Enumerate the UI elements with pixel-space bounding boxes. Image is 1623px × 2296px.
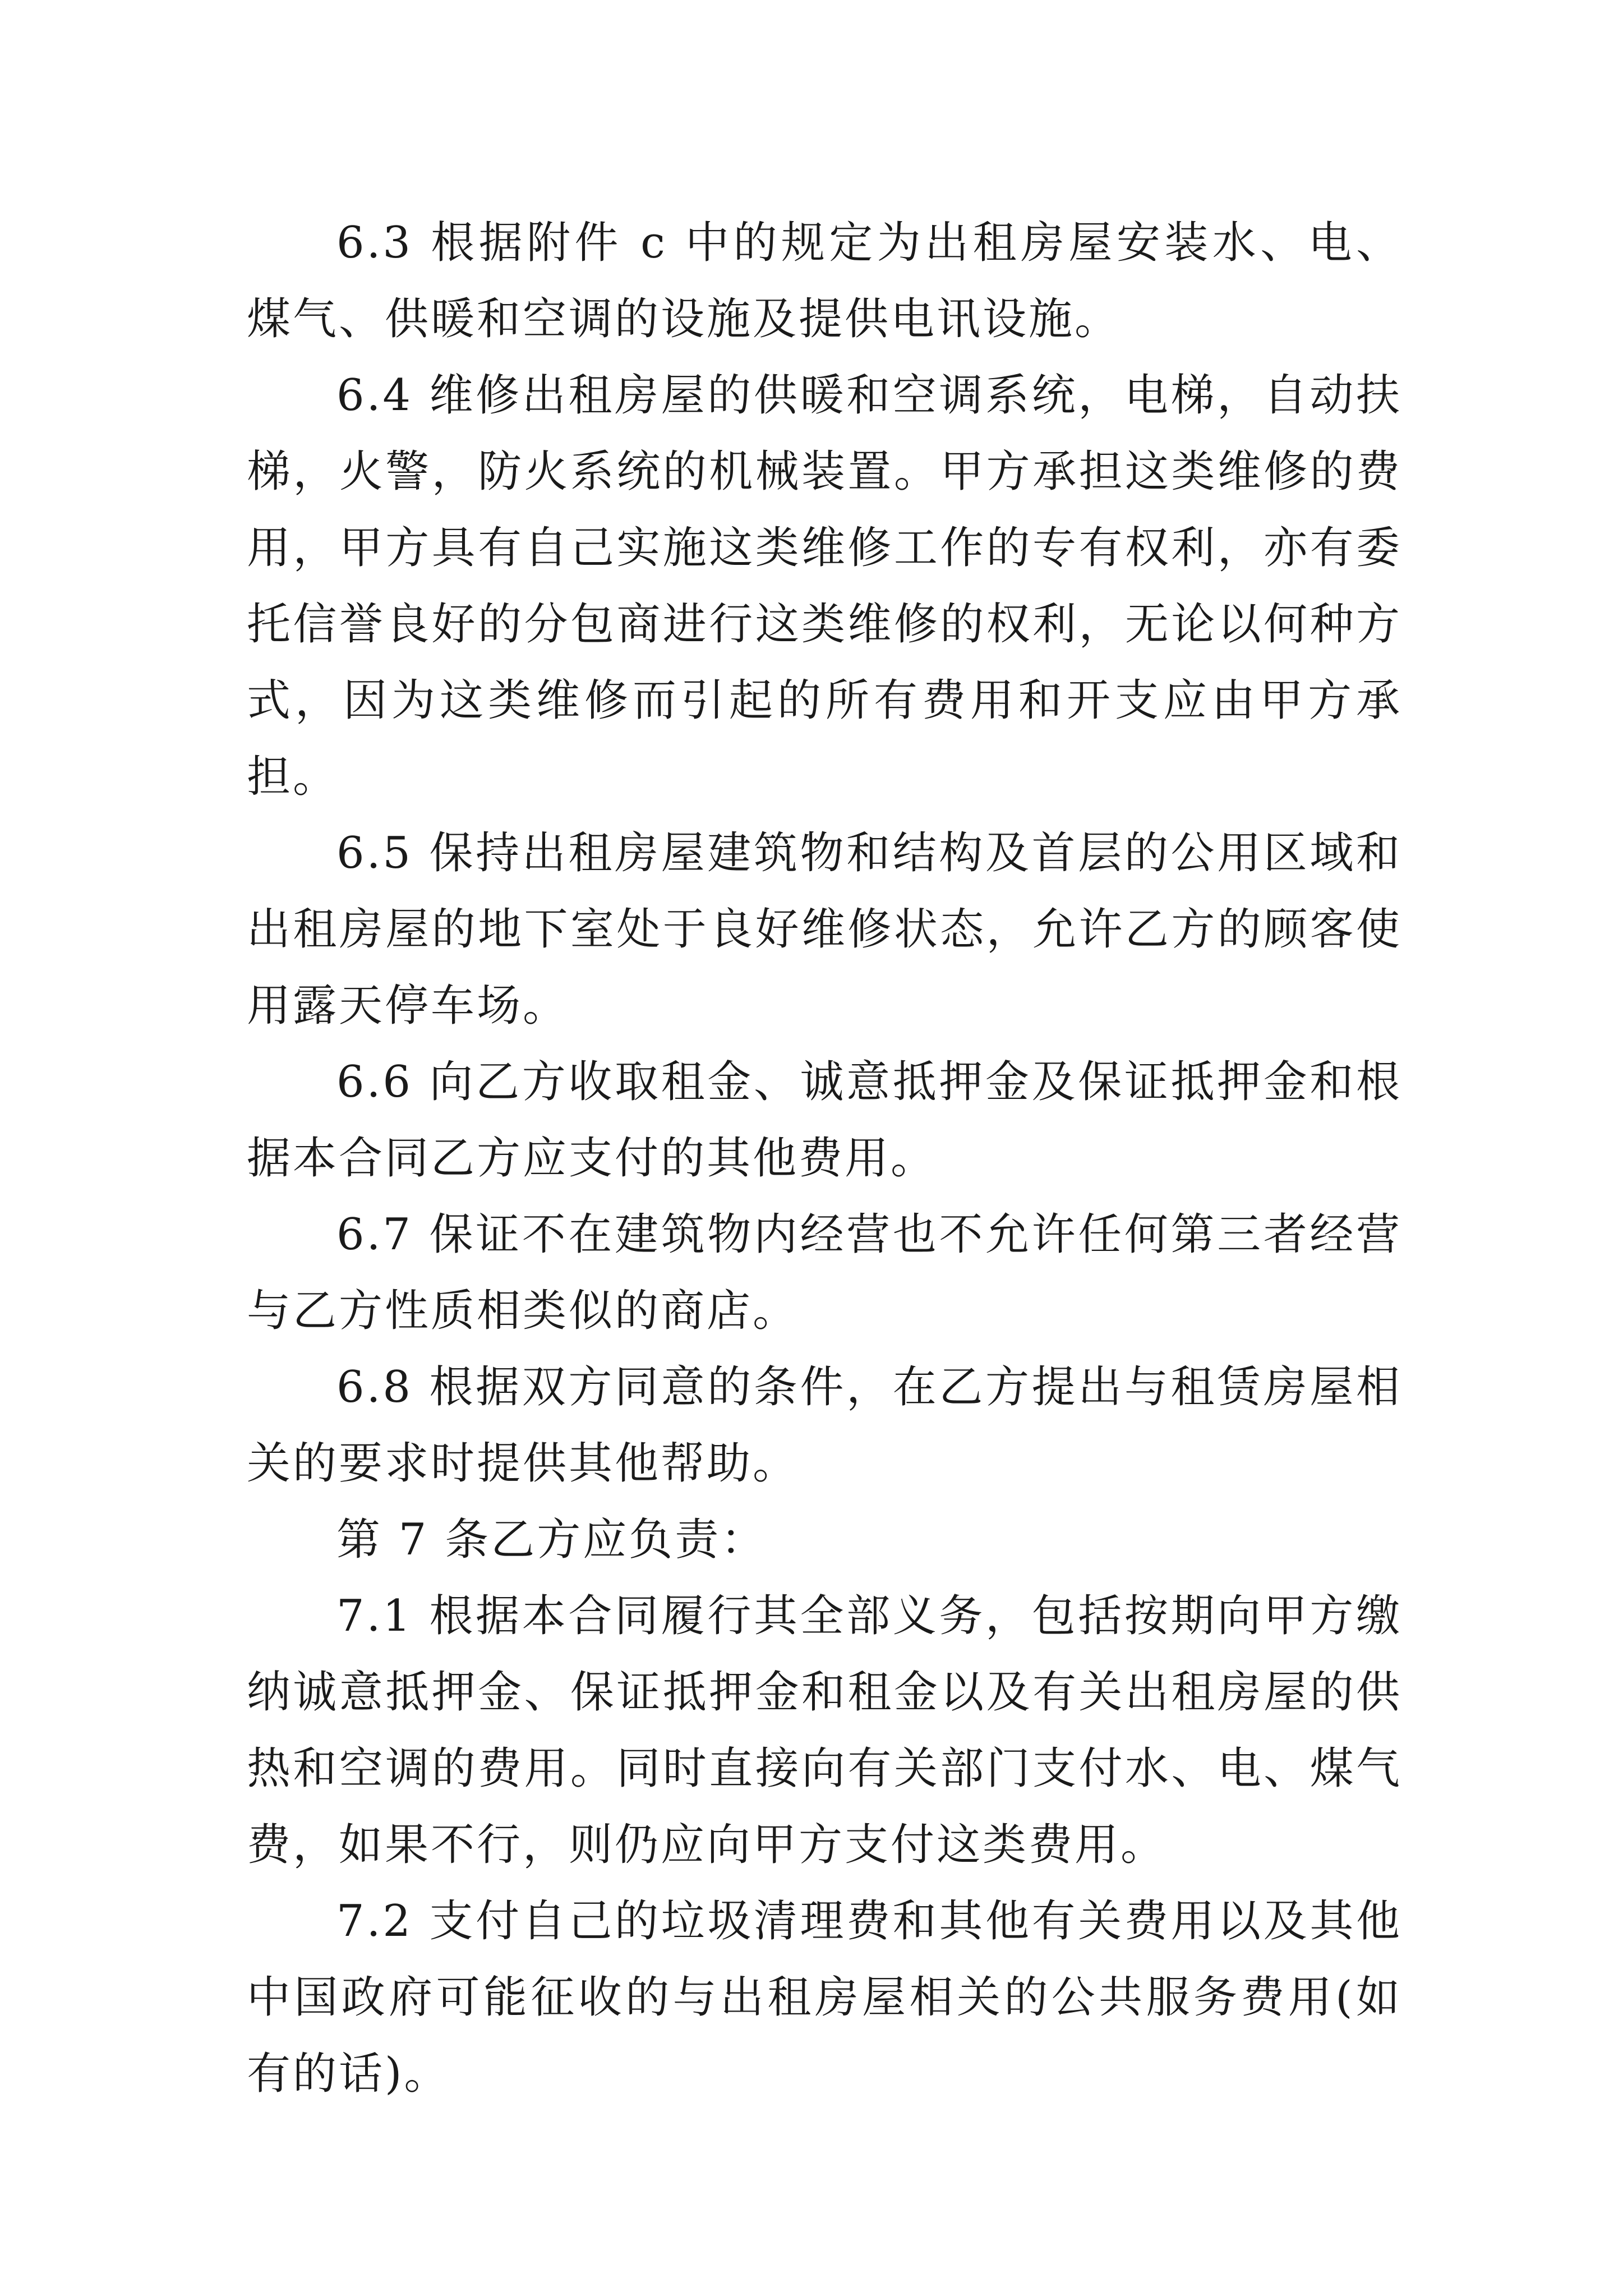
clause-6-7: 6.7 保证不在建筑物内经营也不允许任何第三者经营与乙方性质相类似的商店。 (247, 1209, 1402, 1336)
document-body (247, 205, 1402, 2112)
article-7-heading: 第 7 条乙方应负责： (336, 1515, 767, 1565)
clause-6-4: 6.4 维修出租房屋的供暖和空调系统，电梯，自动扶梯，火警，防火系统的机械装置。甲方承担这类维修的费用，甲方具有自己实施这类维修工作的专有权利，亦有委托信誉良好的分包商进行这类维修的权利，无论以何种方式，因为这类维修而引起的所有费用和开支应由甲方承担。 (247, 370, 1402, 802)
clause-6-3: 6.3 根据附件 c 中的规定为出租房屋安装水、电、煤气、供暖和空调的设施及提供电讯设施。 (247, 218, 1402, 344)
clause-6-6: 6.6 向乙方收取租金、诚意抵押金及保证抵押金和根据本合同乙方应支付的其他费用。 (247, 1057, 1402, 1184)
clause-6-8: 6.8 根据双方同意的条件，在乙方提出与租赁房屋相关的要求时提供其他帮助。 (247, 1362, 1402, 1489)
clause-7-1: 7.1 根据本合同履行其全部义务，包括按期向甲方缴纳诚意抵押金、保证抵押金和租金以及有关出租房屋的供热和空调的费用。同时直接向有关部门支付水、电、煤气费，如果不行，则仍应向甲方支付这类费用。 (247, 1591, 1402, 1870)
clause-6-5: 6.5 保持出租房屋建筑物和结构及首层的公用区域和出租房屋的地下室处于良好维修状态，允许乙方的顾客使用露天停车场。 (247, 828, 1402, 1031)
clause-7-2: 7.2 支付自己的垃圾清理费和其他有关费用以及其他中国政府可能征收的与出租房屋相关的公共服务费用(如有的话)。 (247, 1896, 1402, 2099)
